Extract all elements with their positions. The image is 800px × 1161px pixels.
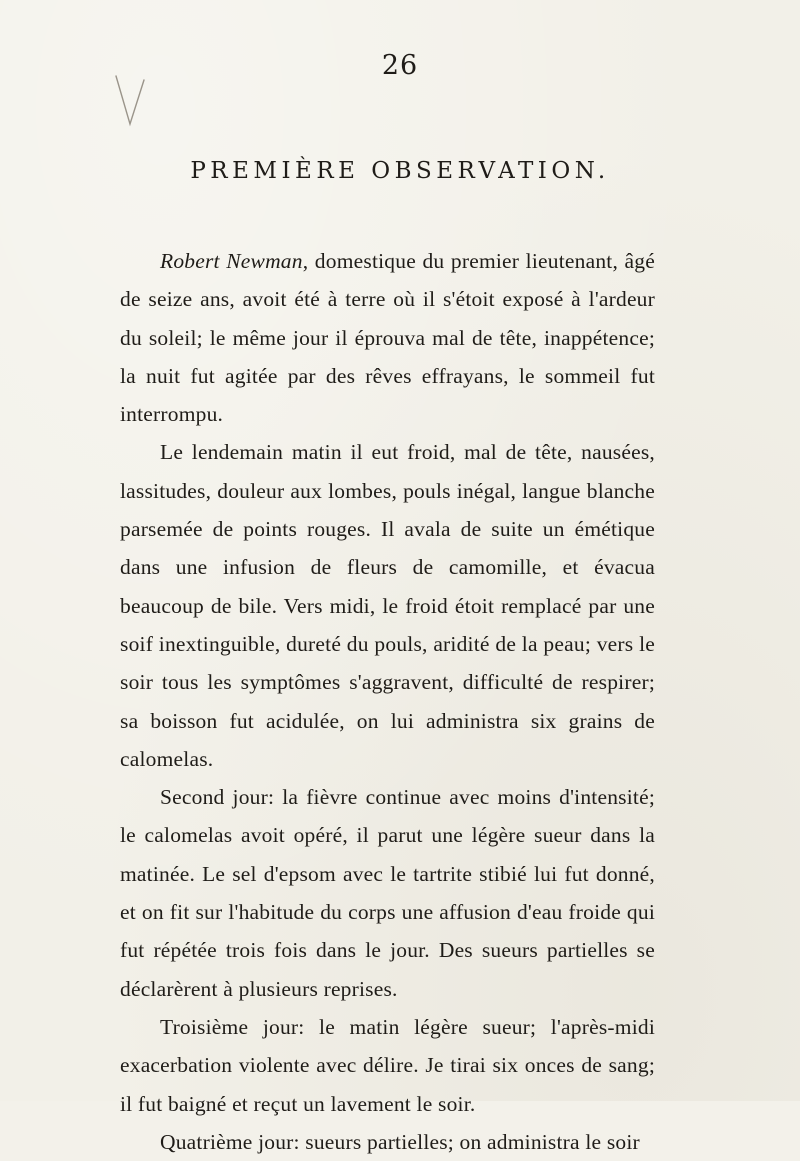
paragraph-2: Le lendemain matin il eut froid, mal de tête, nausées, lassitudes, douleur aux lombes, pouls inégal, langue blanche parsemée de points rouges. Il avala de suite un émétique dans une infusion de fleurs de camomille, et évacua beaucoup de bile. Vers midi, le froid étoit remplacé par une soif inextinguible, dureté du pouls, aridité de la peau; vers le soir tous les symptômes s'aggravent, difficulté de respirer; sa boisson fut acidulée, on lui administra six grains de calomelas. [120, 440, 655, 771]
paragraph-1 [120, 242, 655, 433]
paragraph-5: Quatrième jour: sueurs partielles; on administra le soir [160, 1129, 640, 1154]
paragraph-3: Second jour: la fièvre continue avec moins d'intensité; le calomelas avoit opéré, il parut une légère sueur dans la matinée. Le sel d'epsom avec le tartrite stibié lui fut donné, et on fit sur l'habitude du corps une affusion d'eau froide qui fut répétée trois fois dans le jour. Des sueurs partielles se déclarèrent à plusieurs reprises. [120, 785, 655, 1001]
paragraph-4: Troisième jour: le matin légère sueur; l'après-midi exacerbation violente avec délire. Je tirai six onces de sang; il fut baigné et reçut un lavement le soir. [120, 1014, 655, 1116]
body-text [120, 242, 655, 1161]
section-heading: PREMIÈRE OBSERVATION. [190, 158, 610, 184]
patient-name: Robert Newman [160, 249, 303, 273]
pencil-mark [112, 72, 148, 132]
paragraph-1-text: , domestique du premier lieutenant, âgé de seize ans, avoit été à terre où il s'étoit exposé à l'ardeur du soleil; le même jour il éprouva mal de tête, inappétence; la nuit fut agitée par des rêves effrayans, le sommeil fut interrompu. [120, 249, 655, 427]
page-number: 26 [381, 50, 419, 81]
